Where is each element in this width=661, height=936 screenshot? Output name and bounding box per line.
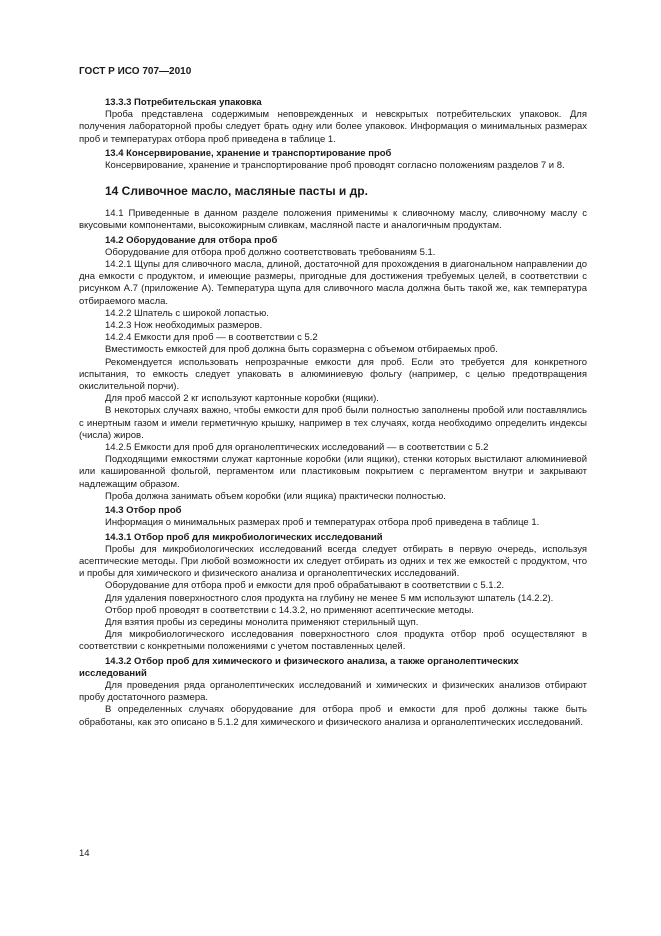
subsection-heading: 14.2 Оборудование для отбора проб <box>105 234 278 246</box>
paragraph: 14.1 Приведенные в данном разделе положения применимы к сливочному маслу, сливочному маслу с вкусовыми компонентами, высокожирным сливкам, масляной пасте и аналогичным продуктам. <box>79 208 587 232</box>
page-number: 14 <box>79 848 90 859</box>
paragraph: 14.2.3 Нож необходимых размеров. <box>105 320 263 332</box>
paragraph: Для проб массой 2 кг используют картонные коробки (ящики). <box>105 393 379 405</box>
paragraph: Пробы для микробиологических исследований всегда следует отбирать в первую очередь, используя асептические методы. При любой возможности их следует отбирать из одних и тех же емкостей с продуктом, что и пробы для химического и физического анализа и органолептических исследований. <box>79 543 587 580</box>
paragraph: Проба должна занимать объем коробки (или ящика) практически полностью. <box>105 490 446 502</box>
paragraph: 14.2.5 Емкости для проб для органолептических исследований — в соответствии с 5.2 <box>105 442 489 454</box>
paragraph: Оборудование для отбора проб должно соответствовать требованиям 5.1. <box>105 246 436 258</box>
subsection-heading: 14.3.1 Отбор проб для микробиологических исследований <box>105 531 383 543</box>
paragraph: Для проведения ряда органолептических исследований и химических и физических анализов отбирают пробу достаточного размера. <box>79 679 587 704</box>
paragraph: Проба представлена содержимым неповрежденных и невскрытых потребительских упаковок. Для получения лабораторной пробы следует брать одну или более упаковок. Информация о минимальных размерах проб и температурах отбора проб приведена в таблице 1. <box>79 109 587 145</box>
paragraph: Для удаления поверхностного слоя продукта на глубину не менее 5 мм используют шпатель (14.2.2). <box>105 592 554 604</box>
paragraph: Для взятия пробы из середины монолита применяют стерильный щуп. <box>105 616 419 628</box>
paragraph: Вместимость емкостей для проб должна быть соразмерна с объемом отбираемых проб. <box>105 344 498 356</box>
paragraph: Рекомендуется использовать непрозрачные емкости для проб. Если это требуется для конкретного испытания, то емкость следует упаковать в алюминиевую фольгу (например, с целью предотвращения окислительной порчи). <box>79 356 587 393</box>
subsection-heading: 14.3.2 Отбор проб для химического и физического анализа, а также органолептических исследований <box>79 655 519 679</box>
subsection-heading: 13.4 Консервирование, хранение и транспортирование проб <box>105 147 392 159</box>
paragraph: Консервирование, хранение и транспортирование проб проводят согласно положениям разделов 7 и 8. <box>105 160 565 172</box>
paragraph: Оборудование для отбора проб и емкости для проб обрабатывают в соответствии с 5.1.2. <box>105 580 505 592</box>
subsection-heading: 13.3.3 Потребительская упаковка <box>105 97 262 108</box>
paragraph: Подходящими емкостями служат картонные коробки (или ящики), стенки которых выстилают алюминиевой или кашированной фольгой, пергаментом или пластиковым покрытием с пергаментом внутри и закрывают надлежащим образом. <box>79 454 587 490</box>
document-header: ГОСТ Р ИСО 707—2010 <box>79 66 192 77</box>
paragraph: 14.2.1 Щупы для сливочного масла, длиной, достаточной для прохождения в диагональном направлении до дна емкости с продуктом, и имеющие размеры, пригодные для достижения требуемых целей, в соответствии с рисунком А.7 (приложение А). Температура щупа для сливочного масла должна быть такой же, как температура отбираемого масла. <box>79 259 587 307</box>
paragraph: Информация о минимальных размерах проб и температурах отбора проб приведена в таблице 1. <box>105 517 540 529</box>
paragraph: Для микробиологического исследования поверхностного слоя продукта отбор проб осуществляют в соответствии с конкретными положениями с учетом поставленных целей. <box>79 629 587 653</box>
paragraph: 14.2.2 Шпатель с широкой лопастью. <box>105 307 269 319</box>
paragraph: 14.2.4 Емкости для проб — в соответствии с 5.2 <box>105 332 318 344</box>
document-body <box>79 95 587 729</box>
section-heading: 14 Сливочное масло, масляные пасты и др. <box>105 184 368 199</box>
paragraph: Отбор проб проводят в соответствии с 14.3.2, но применяют асептические методы. <box>105 604 474 616</box>
paragraph: В определенных случаях оборудование для отбора проб и емкости для проб должны также быть обработаны, как это описано в 5.1.2 для химического и физического анализа и органолептических исследований. <box>79 704 587 728</box>
subsection-heading: 14.3 Отбор проб <box>105 505 182 517</box>
paragraph: В некоторых случаях важно, чтобы емкости для проб были полностью заполнены пробой или поставлялись с инертным газом и имели герметичную крышку, например в тех случаях, когда необходимо определить индексы (числа) жиров. <box>79 405 587 441</box>
